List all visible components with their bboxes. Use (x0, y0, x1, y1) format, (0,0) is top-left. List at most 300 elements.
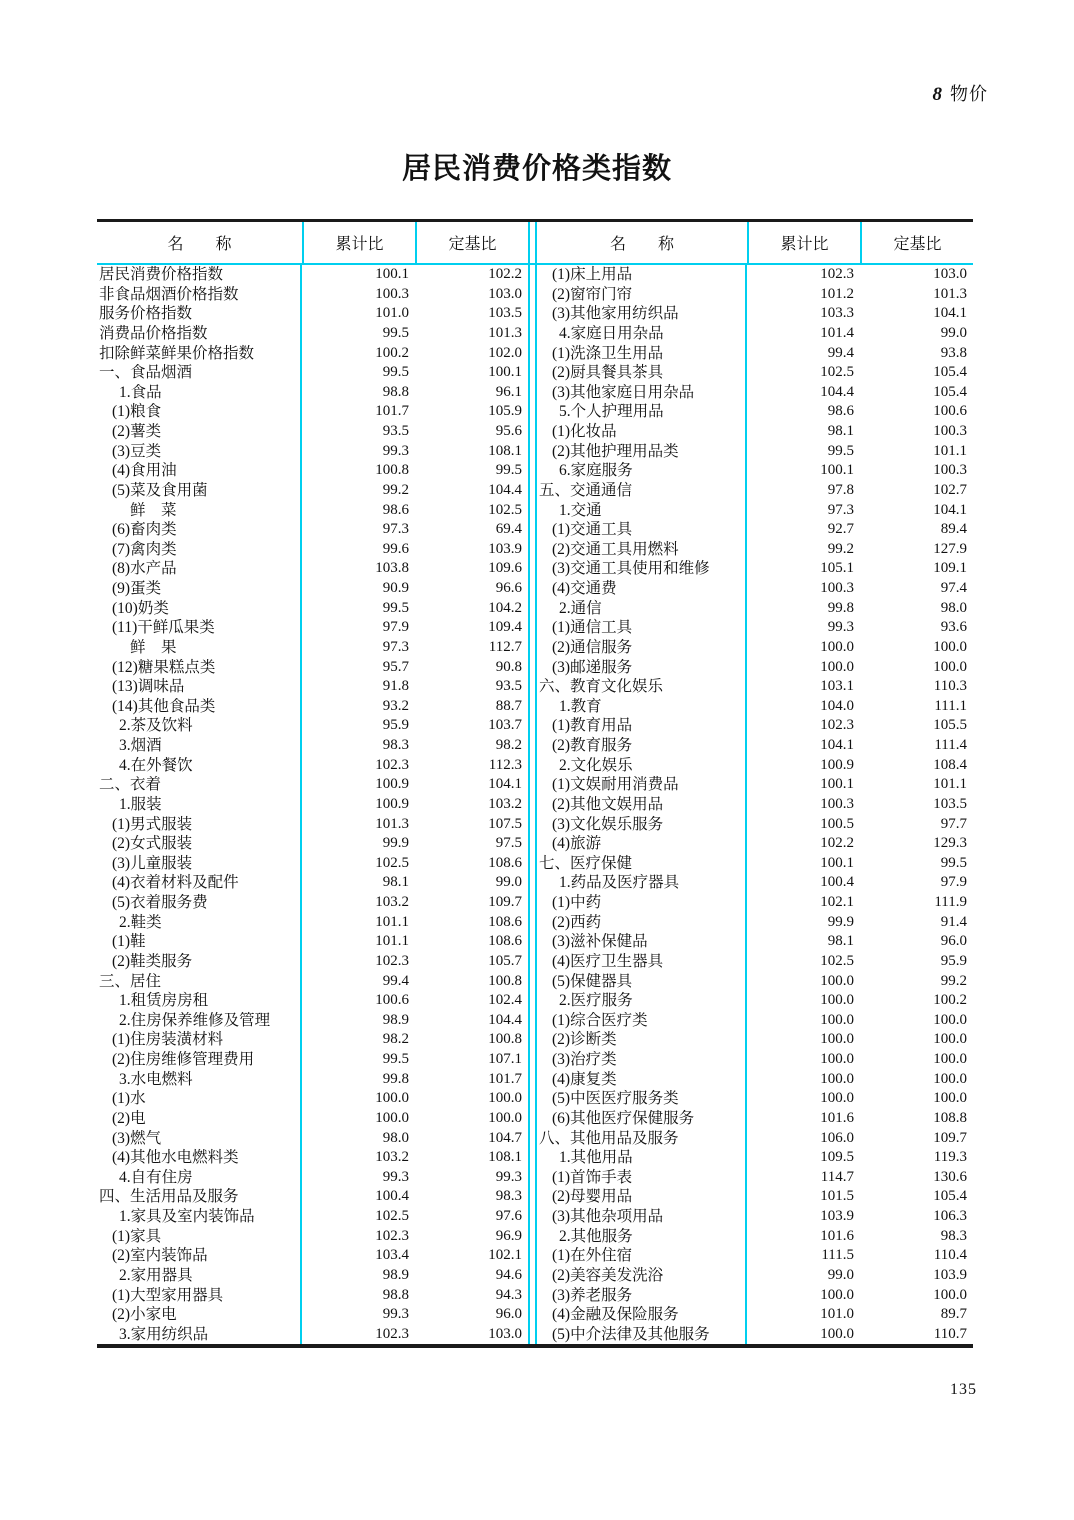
page-number: 135 (950, 1381, 977, 1398)
row-label: 二、衣着 (97, 775, 302, 795)
row-label: (3)滋补保健品 (537, 932, 747, 952)
table-row (537, 932, 973, 952)
cumulative-ratio-value: 102.5 (820, 952, 854, 969)
fixed-base-ratio-value: 102.5 (488, 501, 522, 518)
table-row (537, 324, 973, 344)
cumulative-ratio-value: 100.3 (820, 580, 854, 596)
row-label: (5)保健器具 (537, 972, 747, 992)
cumulative-ratio-value: 103.1 (820, 678, 854, 695)
table-row (97, 461, 528, 481)
table-row (97, 1089, 528, 1109)
table-row (537, 638, 973, 658)
row-label: (2)母婴用品 (537, 1187, 747, 1207)
fixed-base-ratio-value: 99.3 (495, 1168, 522, 1185)
fixed-base-ratio-value: 94.6 (495, 1266, 522, 1283)
row-label: (4)食用油 (97, 461, 302, 481)
row-label: (4)金融及保险服务 (537, 1305, 747, 1325)
table-row (97, 1070, 528, 1090)
cumulative-ratio-value: 99.3 (382, 442, 409, 459)
cumulative-ratio-value: 99.0 (827, 1266, 854, 1283)
table-row (537, 363, 973, 383)
row-label: (4)旅游 (537, 834, 747, 854)
row-label: 2.文化娱乐 (537, 756, 747, 776)
table-row (537, 756, 973, 776)
cumulative-ratio-value: 98.8 (382, 1286, 409, 1303)
table-row (97, 1011, 528, 1031)
fixed-base-ratio-value: 96.6 (495, 580, 522, 596)
cumulative-ratio-value: 99.5 (827, 442, 854, 459)
fixed-base-ratio-value: 106.3 (933, 1208, 967, 1224)
fixed-base-ratio-value: 119.3 (933, 1149, 967, 1166)
table-row (97, 1207, 528, 1227)
cumulative-ratio-value: 97.3 (382, 521, 409, 538)
fixed-base-ratio-value: 100.1 (488, 364, 522, 381)
fixed-base-ratio-value: 108.4 (933, 756, 967, 773)
table-row (97, 775, 528, 795)
fixed-base-ratio-value: 99.5 (495, 462, 522, 479)
cumulative-ratio-value: 100.0 (820, 972, 854, 989)
fixed-base-ratio-value: 108.6 (488, 854, 522, 871)
fixed-base-ratio-value: 101.7 (488, 1070, 522, 1087)
row-label: (2)住房维修管理费用 (97, 1050, 302, 1070)
row-label: 3.水电燃料 (97, 1070, 302, 1090)
table-row (537, 952, 973, 972)
table-row (97, 1129, 528, 1149)
fixed-base-ratio-value: 100.0 (488, 1109, 522, 1126)
fixed-base-ratio-value: 93.5 (495, 678, 522, 695)
row-label: (1)首饰手表 (537, 1168, 747, 1188)
fixed-base-ratio-value: 100.8 (488, 1031, 522, 1048)
cumulative-ratio-value: 93.2 (382, 697, 409, 714)
cumulative-ratio-value: 99.2 (827, 540, 854, 557)
row-label: (5)菜及食用菌 (97, 481, 302, 501)
cumulative-ratio-value: 98.9 (382, 1011, 409, 1028)
fixed-base-ratio-value: 108.6 (488, 913, 522, 930)
fixed-base-ratio-value: 69.4 (495, 521, 522, 538)
row-label: 六、教育文化娱乐 (537, 677, 747, 697)
fixed-base-ratio-value: 103.0 (488, 285, 522, 302)
fixed-base-ratio-value: 105.5 (933, 717, 967, 734)
row-label: (1)文娱耐用消费品 (537, 775, 747, 795)
fixed-base-ratio-value: 96.9 (495, 1227, 522, 1244)
cumulative-ratio-value: 100.9 (820, 756, 854, 773)
row-label: (3)交通工具使用和维修 (537, 559, 747, 579)
table-row (97, 618, 528, 638)
fixed-base-ratio-value: 129.3 (933, 835, 967, 852)
table-row (537, 1207, 973, 1227)
cumulative-ratio-value: 99.5 (382, 599, 409, 616)
cumulative-ratio-value: 100.0 (820, 1325, 854, 1342)
cumulative-ratio-value: 103.2 (375, 1149, 409, 1166)
fixed-base-ratio-value: 97.7 (940, 815, 967, 832)
table-row (537, 1168, 973, 1188)
table-row (97, 383, 528, 403)
cumulative-ratio-value: 98.2 (382, 1031, 409, 1048)
row-label: (2)通信服务 (537, 638, 747, 658)
cumulative-ratio-value: 103.2 (375, 894, 409, 910)
fixed-base-ratio-value: 108.1 (488, 442, 522, 459)
cumulative-ratio-value: 100.4 (820, 874, 854, 891)
fixed-base-ratio-value: 100.6 (933, 403, 967, 420)
table-row (97, 815, 528, 835)
table-row (97, 265, 528, 285)
chapter-number: 8 (932, 84, 943, 105)
fixed-base-ratio-value: 103.9 (933, 1266, 967, 1283)
row-label: 1.服装 (97, 795, 302, 815)
row-label: (1)在外住宿 (537, 1246, 747, 1266)
row-label: 1.教育 (537, 697, 747, 717)
table-row (537, 1246, 973, 1266)
table-row (537, 304, 973, 324)
fixed-base-ratio-value: 110.4 (933, 1247, 967, 1264)
fixed-base-ratio-value: 100.0 (933, 1090, 967, 1107)
row-label: 四、生活用品及服务 (97, 1187, 302, 1207)
table-row (97, 1305, 528, 1325)
fixed-base-ratio-value: 100.0 (488, 1090, 522, 1107)
row-label: (2)薯类 (97, 422, 302, 442)
cumulative-ratio-value: 99.8 (827, 599, 854, 616)
row-label: 3.家用纺织品 (97, 1325, 302, 1345)
fixed-base-ratio-value: 96.1 (495, 383, 522, 400)
table-row (97, 952, 528, 972)
table-row (97, 1148, 528, 1168)
fixed-base-ratio-value: 104.1 (933, 501, 967, 518)
row-label: (1)中药 (537, 893, 747, 913)
table-row (537, 618, 973, 638)
table-row (97, 481, 528, 501)
row-label: (1)粮食 (97, 402, 302, 422)
fixed-base-ratio-value: 104.4 (488, 481, 522, 498)
table-row (537, 1050, 973, 1070)
fixed-base-ratio-value: 103.0 (933, 266, 967, 282)
table-row (537, 1089, 973, 1109)
price-index-table (97, 219, 973, 1348)
fixed-base-ratio-value: 109.1 (933, 560, 967, 577)
fixed-base-ratio-value: 105.4 (933, 364, 967, 381)
table-row (97, 285, 528, 305)
row-label: (2)美容美发洗浴 (537, 1266, 747, 1286)
table-row (537, 501, 973, 521)
table-row (97, 893, 528, 913)
fixed-base-ratio-value: 100.3 (933, 423, 967, 439)
cumulative-ratio-value: 92.7 (827, 521, 854, 538)
cumulative-ratio-value: 99.2 (382, 481, 409, 498)
cumulative-ratio-value: 99.3 (382, 1168, 409, 1185)
row-label: (2)交通工具用燃料 (537, 540, 747, 560)
fixed-base-ratio-value: 99.2 (940, 972, 967, 989)
column-header-name-right: 名 称 (609, 236, 674, 253)
table-row (537, 697, 973, 717)
row-label: (1)洗涤卫生用品 (537, 344, 747, 364)
table-row (537, 716, 973, 736)
row-label: (6)其他医疗保健服务 (537, 1109, 747, 1129)
row-label: (5)中介法律及其他服务 (537, 1325, 747, 1345)
table-row (537, 834, 973, 854)
cumulative-ratio-value: 100.9 (375, 795, 409, 812)
row-label: (2)其他文娱用品 (537, 795, 747, 815)
fixed-base-ratio-value: 112.3 (488, 756, 522, 773)
table-row (97, 344, 528, 364)
fixed-base-ratio-value: 101.1 (933, 442, 967, 459)
row-label: 八、其他用品及服务 (537, 1129, 747, 1149)
fixed-base-ratio-value: 98.0 (940, 599, 967, 616)
fixed-base-ratio-value: 100.0 (933, 1031, 967, 1048)
row-label: 1.家具及室内装饰品 (97, 1207, 302, 1227)
cumulative-ratio-value: 100.1 (820, 854, 854, 871)
page-title: 居民消费价格类指数 (401, 153, 672, 185)
cumulative-ratio-value: 98.0 (382, 1129, 409, 1146)
table-row (97, 501, 528, 521)
table-row (537, 1129, 973, 1149)
table-row (97, 1325, 528, 1345)
table-row (537, 1148, 973, 1168)
fixed-base-ratio-value: 111.1 (934, 697, 967, 714)
table-row (97, 1227, 528, 1247)
fixed-base-ratio-value: 103.7 (488, 717, 522, 734)
fixed-base-ratio-value: 110.3 (933, 678, 967, 695)
cumulative-ratio-value: 99.8 (382, 1070, 409, 1087)
cumulative-ratio-value: 102.2 (820, 835, 854, 852)
cumulative-ratio-value: 100.8 (375, 462, 409, 479)
table-row (537, 461, 973, 481)
fixed-base-ratio-value: 127.9 (933, 540, 967, 557)
fixed-base-ratio-value: 102.4 (488, 992, 522, 1009)
fixed-base-ratio-value: 103.9 (488, 540, 522, 557)
row-label: 扣除鲜菜鲜果价格指数 (97, 344, 302, 364)
row-label: 2.通信 (537, 599, 747, 619)
cumulative-ratio-value: 102.3 (375, 756, 409, 773)
table-row (97, 579, 528, 599)
table-row (97, 873, 528, 893)
cumulative-ratio-value: 101.1 (375, 933, 409, 950)
cumulative-ratio-value: 100.0 (820, 1070, 854, 1087)
table-row (97, 1168, 528, 1188)
cumulative-ratio-value: 97.3 (382, 638, 409, 655)
row-label: 4.在外餐饮 (97, 756, 302, 776)
table-row (97, 363, 528, 383)
table-row (537, 481, 973, 501)
cumulative-ratio-value: 97.9 (382, 619, 409, 636)
table-row (97, 972, 528, 992)
row-label: 居民消费价格指数 (97, 265, 302, 285)
right-table-body (537, 265, 973, 1344)
table-row (537, 873, 973, 893)
row-label: (3)文化娱乐服务 (537, 815, 747, 835)
row-label: (1)男式服装 (97, 815, 302, 835)
table-row (97, 1246, 528, 1266)
cumulative-ratio-value: 98.1 (382, 874, 409, 891)
row-label: (2)西药 (537, 913, 747, 933)
row-label: (8)水产品 (97, 559, 302, 579)
row-label: 1.交通 (537, 501, 747, 521)
cumulative-ratio-value: 100.3 (375, 285, 409, 302)
fixed-base-ratio-value: 112.7 (488, 638, 522, 655)
fixed-base-ratio-value: 97.5 (495, 835, 522, 852)
table-row (97, 520, 528, 540)
cumulative-ratio-value: 100.0 (820, 992, 854, 1009)
cumulative-ratio-value: 101.5 (820, 1188, 854, 1205)
cumulative-ratio-value: 101.6 (820, 1109, 854, 1126)
fixed-base-ratio-value: 109.4 (488, 619, 522, 636)
row-label: (1)鞋 (97, 932, 302, 952)
cumulative-ratio-value: 90.9 (382, 580, 409, 596)
table-row (97, 1030, 528, 1050)
table-row (97, 756, 528, 776)
table-row (537, 913, 973, 933)
fixed-base-ratio-value: 108.1 (488, 1149, 522, 1166)
fixed-base-ratio-value: 96.0 (495, 1306, 522, 1323)
fixed-base-ratio-value: 103.0 (488, 1325, 522, 1342)
cumulative-ratio-value: 100.1 (820, 776, 854, 793)
cumulative-ratio-value: 102.1 (820, 894, 854, 910)
fixed-base-ratio-value: 93.8 (940, 344, 967, 361)
row-label: 2.住房保养维修及管理 (97, 1011, 302, 1031)
row-label: (3)其他家用纺织品 (537, 304, 747, 324)
table-row (97, 422, 528, 442)
row-label: (2)鞋类服务 (97, 952, 302, 972)
fixed-base-ratio-value: 101.3 (933, 285, 967, 302)
table-row (537, 1305, 973, 1325)
cumulative-ratio-value: 99.3 (382, 1306, 409, 1323)
table-row (537, 658, 973, 678)
cumulative-ratio-value: 99.9 (827, 913, 854, 930)
table-row (97, 1050, 528, 1070)
fixed-base-ratio-value: 108.8 (933, 1109, 967, 1126)
cumulative-ratio-value: 97.3 (827, 501, 854, 518)
row-label: (3)邮递服务 (537, 658, 747, 678)
cumulative-ratio-value: 109.5 (820, 1149, 854, 1166)
cumulative-ratio-value: 99.4 (382, 972, 409, 989)
fixed-base-ratio-value: 109.7 (933, 1129, 967, 1146)
table-row (537, 442, 973, 462)
cumulative-ratio-value: 99.9 (382, 835, 409, 852)
table-row (537, 775, 973, 795)
row-label: (12)糖果糕点类 (97, 658, 302, 678)
cumulative-ratio-value: 103.4 (375, 1247, 409, 1264)
table-body (97, 265, 973, 1344)
table-row (537, 1187, 973, 1207)
fixed-base-ratio-value: 110.7 (933, 1325, 967, 1342)
cumulative-ratio-value: 98.6 (382, 501, 409, 518)
row-label: 服务价格指数 (97, 304, 302, 324)
table-row (537, 1109, 973, 1129)
table-row (537, 285, 973, 305)
table-row (97, 402, 528, 422)
fixed-base-ratio-value: 94.3 (495, 1286, 522, 1303)
row-label: (5)中医医疗服务类 (537, 1089, 747, 1109)
table-row (97, 658, 528, 678)
row-label: (2)窗帘门帘 (537, 285, 747, 305)
row-label: 2.其他服务 (537, 1227, 747, 1247)
row-label: (2)小家电 (97, 1305, 302, 1325)
fixed-base-ratio-value: 100.2 (933, 992, 967, 1009)
table-row (97, 991, 528, 1011)
row-label: (1)住房装潢材料 (97, 1030, 302, 1050)
table-row (537, 344, 973, 364)
cumulative-ratio-value: 95.9 (382, 717, 409, 734)
table-row (537, 383, 973, 403)
cumulative-ratio-value: 93.5 (382, 423, 409, 439)
fixed-base-ratio-value: 109.7 (488, 894, 522, 910)
table-row (97, 599, 528, 619)
cumulative-ratio-value: 99.5 (382, 1051, 409, 1067)
row-label: (1)水 (97, 1089, 302, 1109)
table-row (97, 834, 528, 854)
fixed-base-ratio-value: 98.3 (495, 1188, 522, 1205)
table-row (97, 913, 528, 933)
cumulative-ratio-value: 98.1 (827, 933, 854, 950)
table-row (537, 422, 973, 442)
fixed-base-ratio-value: 96.0 (940, 933, 967, 950)
table-row (97, 854, 528, 874)
row-label: (5)衣着服务费 (97, 893, 302, 913)
fixed-base-ratio-value: 99.5 (940, 854, 967, 871)
table-row (537, 736, 973, 756)
chapter-header (933, 80, 989, 106)
table-row (97, 1187, 528, 1207)
fixed-base-ratio-value: 98.2 (495, 737, 522, 753)
cumulative-ratio-value: 100.0 (820, 1286, 854, 1303)
cumulative-ratio-value: 98.9 (382, 1266, 409, 1283)
cumulative-ratio-value: 106.0 (820, 1129, 854, 1146)
fixed-base-ratio-value: 104.7 (488, 1129, 522, 1146)
table-row (537, 265, 973, 285)
cumulative-ratio-value: 104.4 (820, 383, 854, 400)
fixed-base-ratio-value: 104.2 (488, 599, 522, 616)
fixed-base-ratio-value: 100.8 (488, 972, 522, 989)
fixed-base-ratio-value: 100.0 (933, 1286, 967, 1303)
cumulative-ratio-value: 105.1 (820, 560, 854, 577)
cumulative-ratio-value: 98.1 (827, 423, 854, 439)
fixed-base-ratio-value: 97.6 (495, 1208, 522, 1224)
fixed-base-ratio-value: 101.3 (488, 324, 522, 341)
row-label: 2.家用器具 (97, 1266, 302, 1286)
column-header-name-left: 名 称 (167, 236, 232, 253)
table-row (97, 1109, 528, 1129)
row-label: (2)诊断类 (537, 1030, 747, 1050)
row-label: 消费品价格指数 (97, 324, 302, 344)
row-label: (4)衣着材料及配件 (97, 873, 302, 893)
cumulative-ratio-value: 100.0 (375, 1109, 409, 1126)
fixed-base-ratio-value: 108.6 (488, 933, 522, 950)
row-label: 五、交通通信 (537, 481, 747, 501)
cumulative-ratio-value: 103.9 (820, 1208, 854, 1224)
cumulative-ratio-value: 100.0 (820, 1031, 854, 1048)
row-label: (2)电 (97, 1109, 302, 1129)
cumulative-ratio-value: 99.5 (382, 324, 409, 341)
row-label: (10)奶类 (97, 599, 302, 619)
cumulative-ratio-value: 104.1 (820, 737, 854, 753)
table-row (537, 520, 973, 540)
cumulative-ratio-value: 100.6 (375, 992, 409, 1009)
row-label: (14)其他食品类 (97, 697, 302, 717)
fixed-base-ratio-value: 104.1 (933, 305, 967, 322)
table-row (537, 854, 973, 874)
cumulative-ratio-value: 102.5 (820, 364, 854, 381)
fixed-base-ratio-value: 100.0 (933, 1011, 967, 1028)
fixed-base-ratio-value: 100.0 (933, 1051, 967, 1067)
left-table-body (97, 265, 528, 1344)
fixed-base-ratio-value: 107.1 (488, 1051, 522, 1067)
table-row (537, 540, 973, 560)
fixed-base-ratio-value: 89.7 (940, 1306, 967, 1323)
cumulative-ratio-value: 100.1 (375, 266, 409, 282)
table-row (97, 716, 528, 736)
table-row (537, 1286, 973, 1306)
row-label: (6)畜肉类 (97, 520, 302, 540)
row-label: 5.个人护理用品 (537, 402, 747, 422)
column-header-cumulative-right: 累计比 (747, 222, 860, 263)
